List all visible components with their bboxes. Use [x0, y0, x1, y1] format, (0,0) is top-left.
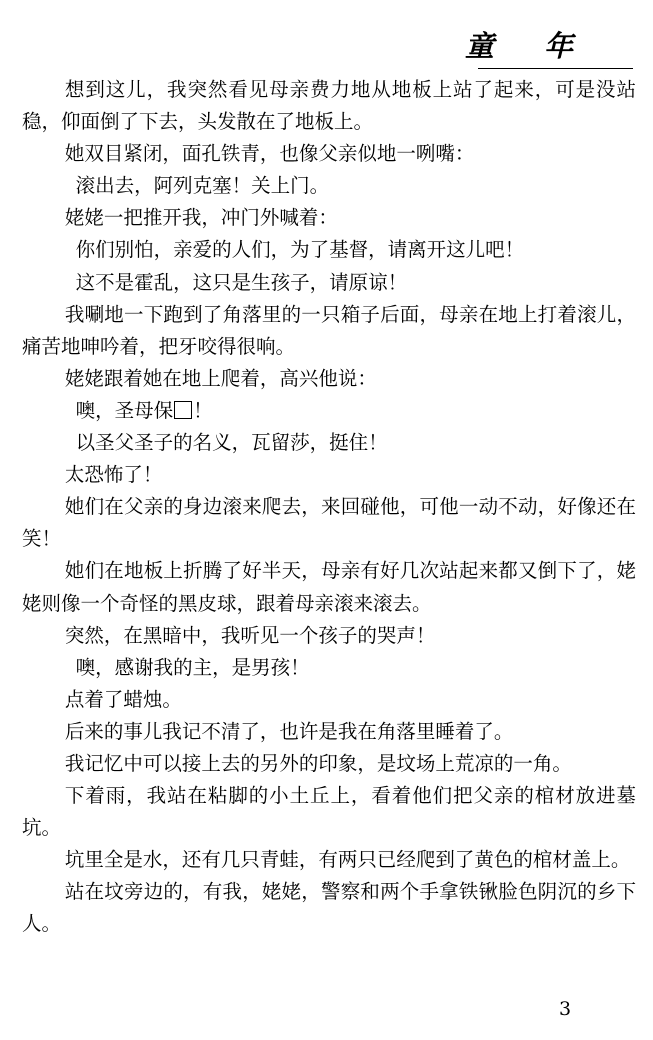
dialogue-text: 噢，圣母保	[75, 398, 174, 422]
paragraph: 想到这儿，我突然看见母亲费力地从地板上站了起来，可是没站稳，仰面倒了下去，头发散在了地板上。	[22, 78, 636, 134]
paragraph: 我唰地一下跑到了角落里的一只箱子后面，母亲在地上打着滚儿，痛苦地呻吟着，把牙咬得很响。	[22, 302, 636, 358]
paragraph: 姥姥一把推开我，冲门外喊着：	[64, 206, 338, 230]
paragraph: 我记忆中可以接上去的另外的印象，是坟场上荒凉的一角。	[64, 751, 572, 775]
paragraph: 坑里全是水，还有几只青蛙，有两只已经爬到了黄色的棺材盖上。	[64, 848, 631, 872]
paragraph: 她们在父亲的身边滚来爬去，来回碰他，可他一动不动，好像还在笑！	[22, 495, 636, 551]
paragraph: 点着了蜡烛。	[64, 687, 182, 711]
paragraph: 姥姥跟着她在地上爬着，高兴他说：	[64, 366, 377, 390]
page-number: 3	[559, 998, 572, 1020]
dialogue-line: 噢，感谢我的主，是男孩！	[75, 655, 310, 679]
dialogue-line: 以圣父圣子的名义，瓦留莎，挺住！	[75, 431, 388, 455]
paragraph: 她们在地板上折腾了好半天，母亲有好几次站起来都又倒下了，姥姥则像一个奇怪的黑皮球，跟着母亲滚来滚去。	[22, 559, 636, 615]
body-text	[22, 74, 636, 941]
paragraph: 突然，在黑暗中，我听见一个孩子的哭声！	[64, 623, 436, 647]
dialogue-line: 这不是霍乱，这只是生孩子，请原谅！	[75, 270, 408, 294]
paragraph: 太恐怖了！	[64, 463, 163, 487]
paragraph: 后来的事儿我记不清了，也许是我在角落里睡着了。	[64, 719, 514, 743]
dialogue-line: 你们别怕，亲爱的人们，为了基督，请离开这儿吧！	[75, 238, 525, 262]
paragraph: 下着雨，我站在粘脚的小土丘上，看着他们把父亲的棺材放进墓坑。	[22, 784, 636, 840]
running-header	[464, 26, 633, 70]
paragraph: 她双目紧闭，面孔铁青，也像父亲似地一咧嘴：	[64, 142, 475, 166]
dialogue-line	[22, 395, 636, 427]
dialogue-text: ！	[193, 398, 213, 422]
paragraph: 站在坟旁边的，有我，姥姥，警察和两个手拿铁锹脸色阴沉的乡下人。	[22, 880, 636, 936]
header-rule	[478, 68, 633, 69]
dialogue-line: 滚出去，阿列克塞！关上门。	[75, 174, 330, 198]
missing-glyph-box	[174, 401, 192, 419]
book-title: 童年	[464, 29, 623, 63]
